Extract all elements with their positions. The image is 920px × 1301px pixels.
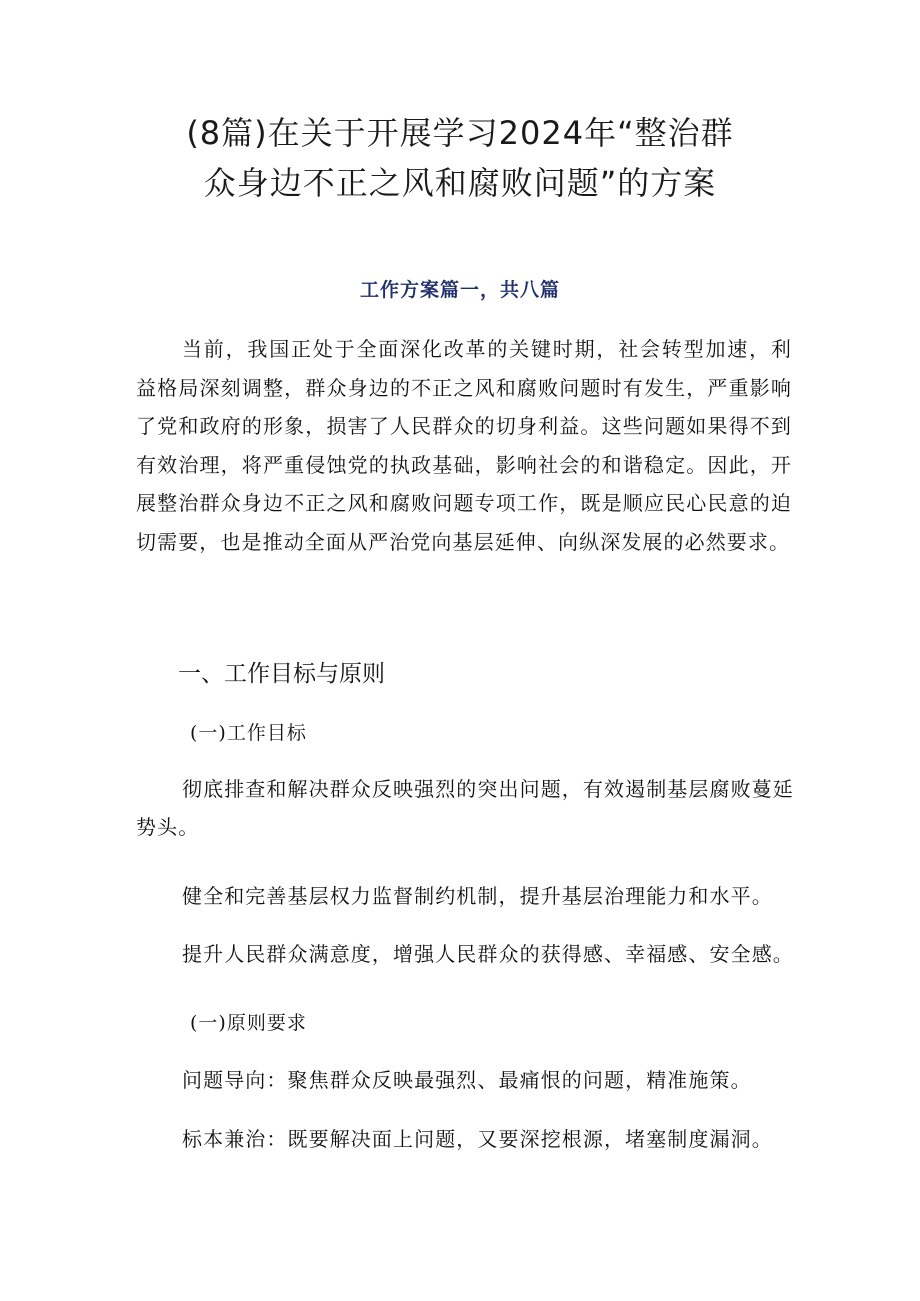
principle-item-2: 标本兼治：既要解决面上问题，又要深挖根源，堵塞制度漏洞。 [182, 1127, 773, 1151]
goal-item-2: 健全和完善基层权力监督制约机制，提升基层治理能力和水平。 [182, 884, 773, 908]
goal-item-3: 提升人民群众满意度，增强人民群众的获得感、幸福感、安全感。 [182, 942, 794, 966]
subsection-heading-principles: (一)原则要求 [190, 1012, 307, 1034]
intro-paragraph: 当前，我国正处于全面深化改革的关键时期，社会转型加速，利益格局深刻调整，群众身边的不正之风和腐败问题时有发生，严重影响了党和政府的形象，损害了人民群众的切身利益。这些问题如果得不到有效治理，将严重侵蚀党的执政基础，影响社会的和谐稳定。因此，开展整治群众身边不正之风和腐败问题专项工作，既是顺应民心民意的迫切需要，也是推动全面从严治党向基层延伸、向纵深发展的必然要求。 [136, 337, 792, 554]
document-title [150, 108, 770, 208]
principle-item-1: 问题导向：聚焦群众反映最强烈、最痛恨的问题，精准施策。 [182, 1068, 752, 1092]
section-subtitle: 工作方案篇一，共八篇 [359, 279, 560, 301]
title-line-2: 众身边不正之风和腐败问题”的方案 [203, 164, 717, 202]
goal-item-1: 彻底排查和解决群众反映强烈的突出问题，有效遏制基层腐败蔓延势头。 [136, 777, 794, 839]
subsection-heading-goals: (一)工作目标 [190, 722, 307, 744]
section-heading: 一、工作目标与原则 [178, 661, 385, 687]
title-line-1: (8篇)在关于开展学习2024年“整治群 [186, 114, 734, 152]
